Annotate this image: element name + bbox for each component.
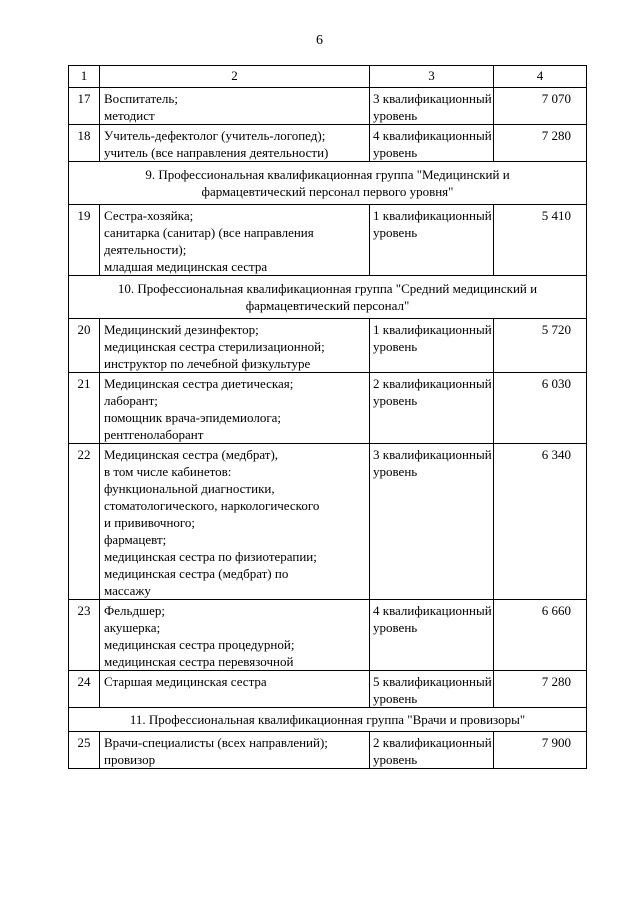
position-line: фармацевт; — [104, 532, 167, 547]
row-number: 24 — [69, 671, 100, 708]
table-row — [69, 671, 587, 708]
qualification-level-cell — [370, 732, 494, 769]
qualification-level-cell — [370, 205, 494, 276]
salary-cell: 7 070 — [494, 88, 587, 125]
row-number: 19 — [69, 205, 100, 276]
qualification-level-cell — [370, 125, 494, 162]
qualification-level-line: 2 квалификационный — [373, 735, 492, 750]
table-row — [69, 600, 587, 671]
header-cell-number: 1 — [69, 66, 100, 88]
header-cell-salary: 4 — [494, 66, 587, 88]
position-cell — [100, 600, 370, 671]
position-cell — [100, 732, 370, 769]
group-heading-line: 11. Профессиональная квалификационная группа "Врачи и провизоры" — [129, 712, 526, 727]
group-heading-line: фармацевтический персонал первого уровня" — [201, 184, 454, 199]
qualification-level-line: 1 квалификационный — [373, 208, 492, 223]
table-row — [69, 205, 587, 276]
table-row — [69, 732, 587, 769]
qualification-level-line: 4 квалификационный — [373, 603, 492, 618]
qualification-level-line: уровень — [373, 464, 418, 479]
position-line: методист — [104, 108, 155, 123]
qualification-level-line: уровень — [373, 225, 418, 240]
position-line: Воспитатель; — [104, 91, 178, 106]
table-row — [69, 88, 587, 125]
qualification-level-line: 2 квалификационный — [373, 376, 492, 391]
group-heading-row — [69, 708, 587, 732]
position-line: Учитель-дефектолог (учитель-логопед); — [104, 128, 326, 143]
qualification-level-line: уровень — [373, 393, 418, 408]
position-line: провизор — [104, 752, 156, 767]
qualification-level-line: 3 квалификационный — [373, 91, 492, 106]
position-cell — [100, 444, 370, 600]
position-line: функциональной диагностики, — [104, 481, 275, 496]
salary-cell: 7 280 — [494, 125, 587, 162]
row-number: 22 — [69, 444, 100, 600]
position-line: младшая медицинская сестра — [104, 259, 268, 274]
position-line: акушерка; — [104, 620, 161, 635]
position-line: медицинская сестра перевязочной — [104, 654, 294, 669]
salary-cell: 7 280 — [494, 671, 587, 708]
position-line: санитарка (санитар) (все направления — [104, 225, 314, 240]
position-line: лаборант; — [104, 393, 158, 408]
position-line: Сестра-хозяйка; — [104, 208, 194, 223]
salary-cell: 6 340 — [494, 444, 587, 600]
row-number: 20 — [69, 319, 100, 373]
position-cell — [100, 319, 370, 373]
position-line: Медицинская сестра (медбрат), — [104, 447, 279, 462]
salary-cell: 5 410 — [494, 205, 587, 276]
page-number: 6 — [316, 33, 323, 48]
salary-table-body — [69, 66, 587, 769]
position-line: медицинская сестра процедурной; — [104, 637, 295, 652]
position-line: рентгенолаборант — [104, 427, 204, 442]
qualification-level-line: уровень — [373, 108, 418, 123]
position-cell — [100, 671, 370, 708]
header-row — [69, 66, 587, 88]
group-heading — [69, 162, 587, 205]
position-cell — [100, 373, 370, 444]
qualification-level-line: уровень — [373, 691, 418, 706]
qualification-level-line: 3 квалификационный — [373, 447, 492, 462]
qualification-level-cell — [370, 600, 494, 671]
position-line: стоматологического, наркологического — [104, 498, 320, 513]
group-heading-row — [69, 162, 587, 205]
table-row — [69, 125, 587, 162]
position-cell — [100, 205, 370, 276]
qualification-level-cell — [370, 444, 494, 600]
group-heading-line: 9. Профессиональная квалификационная группа "Медицинский и — [145, 167, 510, 182]
position-line: учитель (все направления деятельности) — [104, 145, 329, 160]
group-heading-line: 10. Профессиональная квалификационная группа "Средний медицинский и — [117, 281, 538, 296]
position-line: инструктор по лечебной физкультуре — [104, 356, 311, 371]
qualification-level-cell — [370, 88, 494, 125]
salary-cell: 5 720 — [494, 319, 587, 373]
position-cell — [100, 88, 370, 125]
position-line: медицинская сестра по физиотерапии; — [104, 549, 317, 564]
position-line: массажу — [104, 583, 151, 598]
position-line: медицинская сестра (медбрат) по — [104, 566, 289, 581]
position-line: Медицинский дезинфектор; — [104, 322, 259, 337]
position-line: в том числе кабинетов: — [104, 464, 232, 479]
qualification-level-cell — [370, 373, 494, 444]
qualification-level-line: уровень — [373, 752, 418, 767]
qualification-level-cell — [370, 671, 494, 708]
position-line: медицинская сестра стерилизационной; — [104, 339, 325, 354]
qualification-level-line: 4 квалификационный — [373, 128, 492, 143]
header-cell-level: 3 — [370, 66, 494, 88]
row-number: 18 — [69, 125, 100, 162]
qualification-level-line: уровень — [373, 339, 418, 354]
position-line: и прививочного; — [104, 515, 196, 530]
position-line: помощник врача-эпидемиолога; — [104, 410, 282, 425]
salary-cell: 7 900 — [494, 732, 587, 769]
salary-cell: 6 030 — [494, 373, 587, 444]
table-row — [69, 319, 587, 373]
table-row — [69, 444, 587, 600]
table-row — [69, 373, 587, 444]
position-line: Фельдшер; — [104, 603, 165, 618]
row-number: 21 — [69, 373, 100, 444]
row-number: 17 — [69, 88, 100, 125]
qualification-level-line: 5 квалификационный — [373, 674, 492, 689]
qualification-level-line: уровень — [373, 145, 418, 160]
salary-cell: 6 660 — [494, 600, 587, 671]
group-heading — [69, 276, 587, 319]
position-line: Старшая медицинская сестра — [104, 674, 267, 689]
qualification-level-line: уровень — [373, 620, 418, 635]
group-heading-line: фармацевтический персонал" — [245, 298, 410, 313]
position-line: Врачи-специалисты (всех направлений); — [104, 735, 328, 750]
position-cell — [100, 125, 370, 162]
qualification-level-line: 1 квалификационный — [373, 322, 492, 337]
group-heading — [69, 708, 587, 732]
position-line: Медицинская сестра диетическая; — [104, 376, 294, 391]
group-heading-row — [69, 276, 587, 319]
salary-table — [68, 65, 587, 769]
row-number: 25 — [69, 732, 100, 769]
qualification-level-cell — [370, 319, 494, 373]
position-line: деятельности); — [104, 242, 187, 257]
header-cell-position: 2 — [100, 66, 370, 88]
row-number: 23 — [69, 600, 100, 671]
